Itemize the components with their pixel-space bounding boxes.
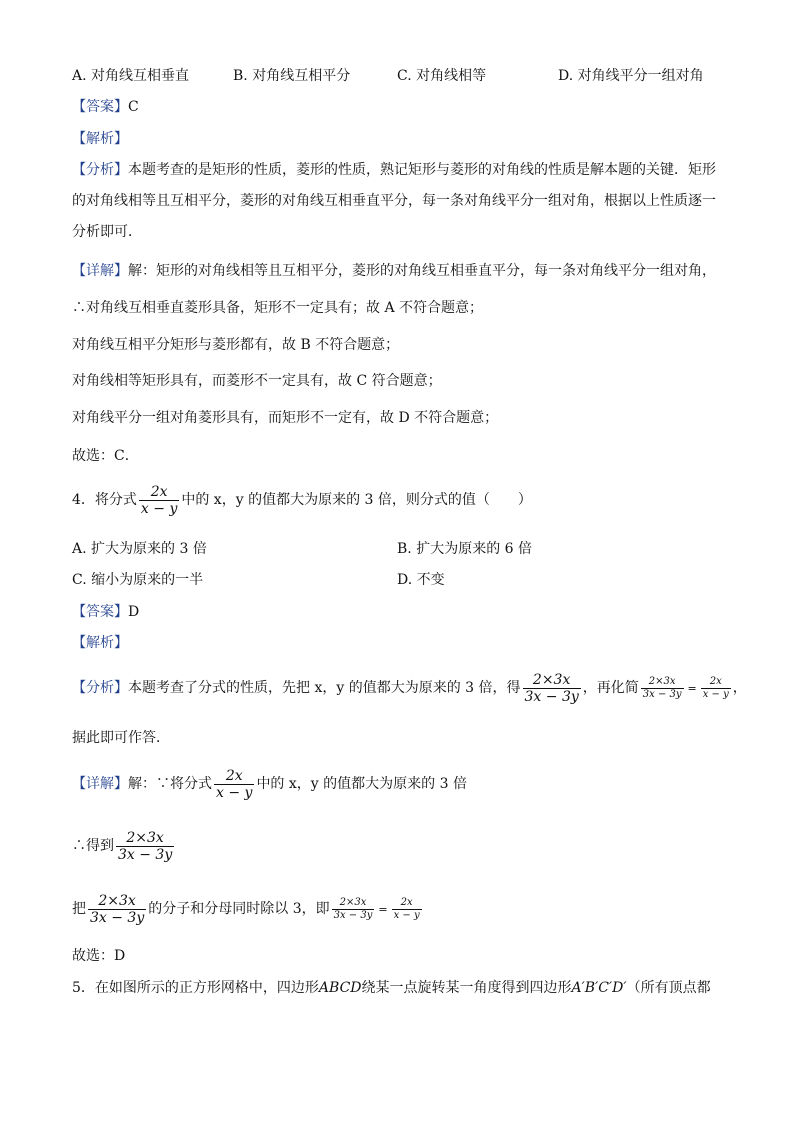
q4-option-b: B. 扩大为原来的 6 倍 xyxy=(397,541,532,557)
q3-answer xyxy=(72,97,139,117)
xiangjie-text: 解：矩形的对角线相等且互相平分，菱形的对角线互相垂直平分，每一条对角线平分一组对角， xyxy=(128,263,716,279)
fraction-denominator: 3x − 3y xyxy=(90,909,145,926)
fraction-numerator: 2×3x xyxy=(98,892,136,909)
fraction-small xyxy=(392,897,422,922)
fraction xyxy=(116,830,174,863)
fenxi-text: 本题考查了分式的性质，先把 x，y 的值都大为原来的 3 倍，得 xyxy=(128,680,521,696)
fraction-numerator: 2×3x xyxy=(126,829,164,846)
q4-stem-post: 中的 x，y 的值都大为原来的 3 倍，则分式的值（ ） xyxy=(181,492,532,508)
q3-fenxi-line1 xyxy=(72,160,716,180)
q3-option-a: A. 对角线互相垂直 xyxy=(72,68,190,84)
q4-stem xyxy=(72,480,532,520)
fenxi-mid: ，再化简 xyxy=(582,680,639,696)
q5-shape-name: ABCD xyxy=(318,980,362,996)
equals-sign: = xyxy=(687,682,697,695)
fraction-denominator: 3x − 3y xyxy=(118,846,173,863)
fraction-denominator: 3x − 3y xyxy=(642,688,682,700)
q4-fraction xyxy=(139,484,179,517)
q3-xiangjie-line6: 故选：C． xyxy=(72,448,139,464)
fraction-numerator: 2×3x xyxy=(648,675,676,687)
q4-option-a: A. 扩大为原来的 3 倍 xyxy=(72,541,207,557)
q3-option-b: B. 对角线互相平分 xyxy=(233,68,351,84)
q4-xiangjie-line4: 故选：D xyxy=(72,948,126,964)
fraction-numerator: 2x xyxy=(709,675,722,687)
q3-option-c: C. 对角线相等 xyxy=(397,68,487,84)
answer-value: C xyxy=(128,99,139,115)
q4-answer xyxy=(72,602,139,622)
fraction-numerator: 2x xyxy=(150,483,168,500)
fraction-numerator: 2x xyxy=(400,896,413,908)
q4-xiangjie-line1 xyxy=(72,764,467,804)
xiangjie-pre: 把 xyxy=(72,901,86,917)
fraction-numerator: 2x xyxy=(225,767,243,784)
q4-fenxi-line1 xyxy=(72,668,747,709)
answer-tag: 【答案】 xyxy=(72,99,128,115)
fenxi-end: ， xyxy=(732,680,747,696)
q3-xiangjie-line2: ∴对角线互相垂直菱形具备，矩形不一定具有；故 A 不符合题意； xyxy=(72,300,484,316)
xiangjie-post: 中的 x，y 的值都大为原来的 3 倍 xyxy=(256,776,467,792)
fenxi-tag: 【分析】 xyxy=(72,680,128,696)
xiangjie-mid: 的分子和分母同时除以 3，即 xyxy=(148,901,330,917)
fraction-numerator: 2×3x xyxy=(532,671,571,688)
q3-xiangjie-line4: 对角线相等矩形具有，而菱形不一定具有，故 C 符合题意； xyxy=(72,373,442,389)
xiangjie-tag: 【详解】 xyxy=(72,776,128,792)
fraction-small xyxy=(332,897,375,922)
q5-stem xyxy=(72,978,711,998)
q4-xiangjie-line2 xyxy=(72,826,176,866)
q3-xiangjie-line3: 对角线互相平分矩形与菱形都有，故 B 不符合题意； xyxy=(72,337,400,353)
q4-stem-pre: 4．将分式 xyxy=(72,492,137,508)
q4-option-c: C. 缩小为原来的一半 xyxy=(72,572,204,588)
answer-value: D xyxy=(128,604,140,620)
fenxi-tag: 【分析】 xyxy=(72,162,128,178)
fraction-denominator: x − y xyxy=(140,500,178,517)
q4-xiangjie-line3 xyxy=(72,889,424,930)
q3-xiangjie-line1 xyxy=(72,261,716,281)
fraction-denominator: 3x − 3y xyxy=(333,909,373,921)
fraction-denominator: x − y xyxy=(216,784,253,801)
fraction-small xyxy=(701,676,731,701)
xiangjie-pre: ∴得到 xyxy=(72,838,114,854)
q5-stem-post: （所有顶点都 xyxy=(626,980,711,996)
fraction xyxy=(523,672,581,705)
q4-jiexi-tag: 【解析】 xyxy=(72,635,128,651)
q3-fenxi-line3: 分析即可． xyxy=(72,224,142,240)
q3-xiangjie-line5: 对角线平分一组对角菱形具有，而矩形不一定有，故 D 不符合题意； xyxy=(72,410,499,426)
q3-fenxi-line2: 的对角线相等且互相平分，菱形的对角线互相垂直平分，每一条对角线平分一组对角，根据以上性质逐一 xyxy=(72,193,716,209)
fraction-numerator: 2×3x xyxy=(339,896,367,908)
q3-option-d: D. 对角线平分一组对角 xyxy=(558,68,704,84)
xiangjie-pre: 解：∵将分式 xyxy=(128,776,212,792)
fraction-denominator: x − y xyxy=(702,688,729,700)
q5-stem-pre: 5．在如图所示的正方形网格中，四边形 xyxy=(72,980,319,996)
fraction-small xyxy=(641,676,684,701)
fraction-denominator: x − y xyxy=(393,909,420,921)
q3-jiexi-tag: 【解析】 xyxy=(72,131,128,147)
q4-fenxi-line2: 据此即可作答． xyxy=(72,730,170,746)
fraction xyxy=(88,893,146,926)
fraction xyxy=(214,768,254,801)
answer-tag: 【答案】 xyxy=(72,604,128,620)
q4-option-d: D. 不变 xyxy=(397,572,445,588)
q5-stem-mid: 绕某一点旋转某一角度得到四边形 xyxy=(361,980,572,996)
q5-shape-name-rotated: A′B′C′D′ xyxy=(571,980,627,996)
fenxi-text: 本题考查的是矩形的性质，菱形的性质，熟记矩形与菱形的对角线的性质是解本题的关键．矩形 xyxy=(128,162,716,178)
fraction-denominator: 3x − 3y xyxy=(524,688,579,705)
xiangjie-tag: 【详解】 xyxy=(72,263,128,279)
equals-sign: = xyxy=(378,903,388,916)
